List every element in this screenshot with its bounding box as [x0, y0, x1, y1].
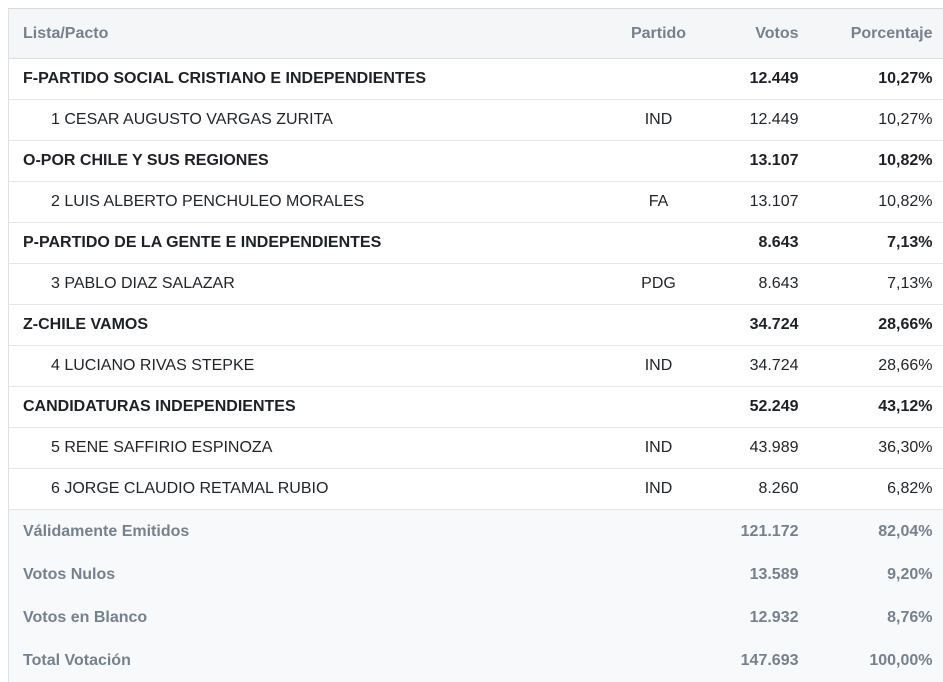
summary-votos: 121.172 — [709, 510, 809, 554]
summary-row-total-votacion — [9, 639, 943, 682]
election-results-table — [8, 8, 943, 682]
cell-lista-pacto: F-PARTIDO SOCIAL CRISTIANO E INDEPENDIENTES — [9, 59, 609, 100]
cell-porcentaje: 7,13% — [809, 223, 943, 264]
cell-votos: 52.249 — [709, 387, 809, 428]
cell-candidate-name: 2 LUIS ALBERTO PENCHULEO MORALES — [9, 182, 609, 223]
summary-votos: 12.932 — [709, 596, 809, 639]
cell-candidate-name: 6 JORGE CLAUDIO RETAMAL RUBIO — [9, 469, 609, 510]
cell-porcentaje: 28,66% — [809, 346, 943, 387]
table-body — [9, 59, 943, 510]
cell-lista-pacto: O-POR CHILE Y SUS REGIONES — [9, 141, 609, 182]
table-row-pact — [9, 141, 943, 182]
election-results-table-container — [8, 8, 943, 682]
cell-candidate-name: 3 PABLO DIAZ SALAZAR — [9, 264, 609, 305]
table-row-candidate — [9, 428, 943, 469]
cell-candidate-name: 5 RENE SAFFIRIO ESPINOZA — [9, 428, 609, 469]
cell-partido — [609, 223, 709, 264]
cell-porcentaje: 36,30% — [809, 428, 943, 469]
cell-partido — [609, 59, 709, 100]
summary-porcentaje: 100,00% — [809, 639, 943, 682]
table-row-candidate — [9, 182, 943, 223]
cell-votos: 8.643 — [709, 264, 809, 305]
cell-votos: 43.989 — [709, 428, 809, 469]
table-row-pact — [9, 59, 943, 100]
table-row-pact — [9, 223, 943, 264]
summary-row-validamente-emitidos — [9, 510, 943, 554]
summary-porcentaje: 82,04% — [809, 510, 943, 554]
summary-label: Votos en Blanco — [9, 596, 709, 639]
cell-votos: 13.107 — [709, 182, 809, 223]
cell-partido: IND — [609, 428, 709, 469]
cell-candidate-name: 4 LUCIANO RIVAS STEPKE — [9, 346, 609, 387]
table-row-candidate — [9, 346, 943, 387]
summary-votos: 13.589 — [709, 553, 809, 596]
cell-lista-pacto: Z-CHILE VAMOS — [9, 305, 609, 346]
cell-votos: 34.724 — [709, 305, 809, 346]
summary-label: Válidamente Emitidos — [9, 510, 709, 554]
summary-votos: 147.693 — [709, 639, 809, 682]
summary-label: Votos Nulos — [9, 553, 709, 596]
summary-row-votos-en-blanco — [9, 596, 943, 639]
cell-votos: 8.260 — [709, 469, 809, 510]
table-row-candidate — [9, 100, 943, 141]
cell-partido — [609, 305, 709, 346]
cell-lista-pacto: P-PARTIDO DE LA GENTE E INDEPENDIENTES — [9, 223, 609, 264]
header-row — [9, 9, 943, 59]
cell-partido: IND — [609, 346, 709, 387]
column-header-votos: Votos — [709, 9, 809, 59]
cell-votos: 12.449 — [709, 59, 809, 100]
cell-votos: 13.107 — [709, 141, 809, 182]
cell-partido — [609, 387, 709, 428]
column-header-porcentaje: Porcentaje — [809, 9, 943, 59]
summary-label: Total Votación — [9, 639, 709, 682]
column-header-partido: Partido — [609, 9, 709, 59]
cell-porcentaje: 10,27% — [809, 100, 943, 141]
cell-votos: 34.724 — [709, 346, 809, 387]
table-row-pact — [9, 305, 943, 346]
cell-votos: 12.449 — [709, 100, 809, 141]
table-header — [9, 9, 943, 59]
cell-porcentaje: 43,12% — [809, 387, 943, 428]
table-summary — [9, 510, 943, 682]
cell-partido: PDG — [609, 264, 709, 305]
cell-lista-pacto: CANDIDATURAS INDEPENDIENTES — [9, 387, 609, 428]
cell-votos: 8.643 — [709, 223, 809, 264]
summary-row-votos-nulos — [9, 553, 943, 596]
cell-porcentaje: 7,13% — [809, 264, 943, 305]
table-row-candidate — [9, 264, 943, 305]
summary-porcentaje: 8,76% — [809, 596, 943, 639]
cell-partido: IND — [609, 469, 709, 510]
cell-porcentaje: 10,82% — [809, 182, 943, 223]
summary-porcentaje: 9,20% — [809, 553, 943, 596]
table-row-candidate — [9, 469, 943, 510]
cell-candidate-name: 1 CESAR AUGUSTO VARGAS ZURITA — [9, 100, 609, 141]
column-header-lista-pacto: Lista/Pacto — [9, 9, 609, 59]
cell-partido: IND — [609, 100, 709, 141]
cell-porcentaje: 10,82% — [809, 141, 943, 182]
cell-porcentaje: 10,27% — [809, 59, 943, 100]
cell-partido — [609, 141, 709, 182]
cell-porcentaje: 28,66% — [809, 305, 943, 346]
table-row-pact — [9, 387, 943, 428]
cell-porcentaje: 6,82% — [809, 469, 943, 510]
cell-partido: FA — [609, 182, 709, 223]
